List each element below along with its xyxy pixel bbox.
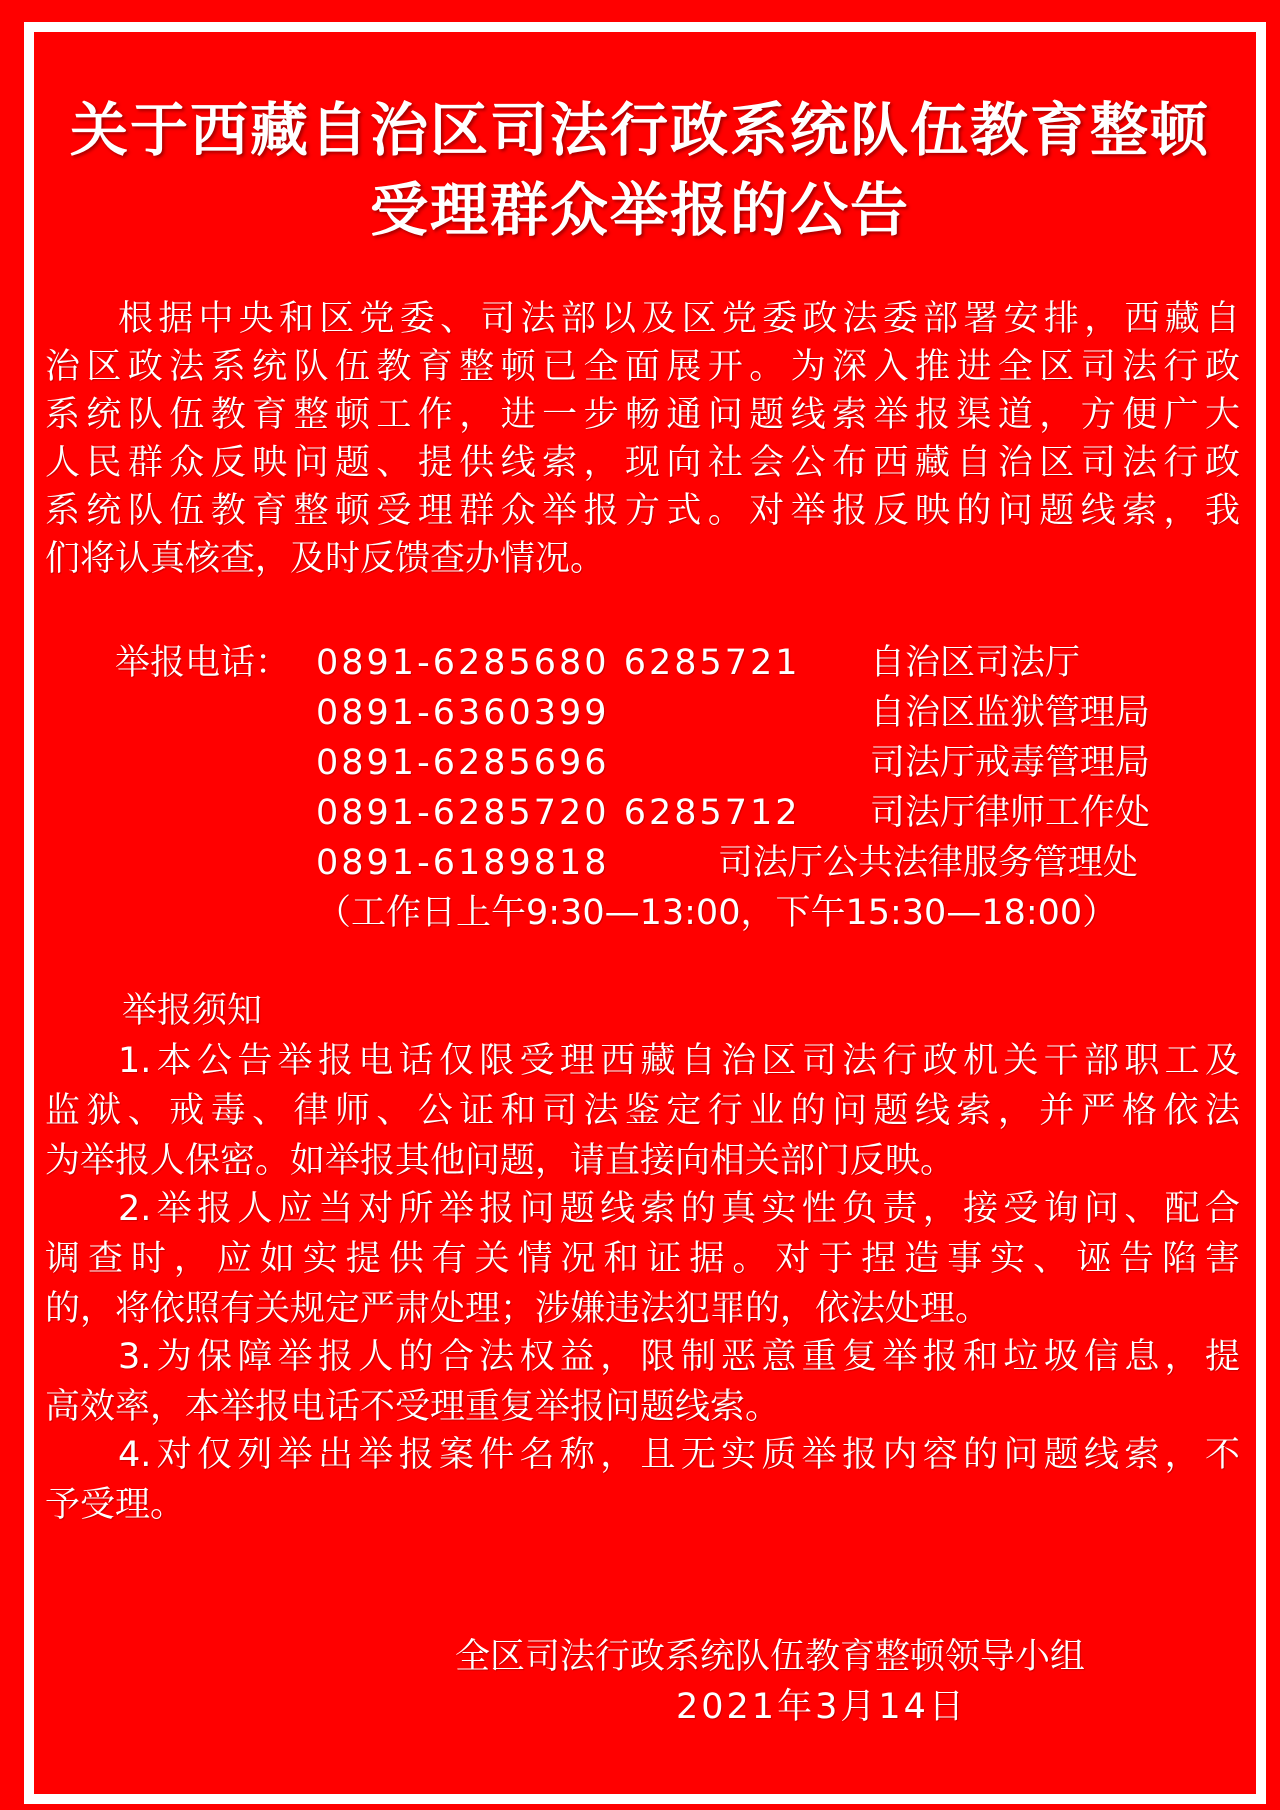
notice-title-line-1: 关于西藏自治区司法行政系统队伍教育整顿 [69,96,1210,164]
notice-line: 调查时，应如实提供有关情况和证据。对于捏造事实、诬告陷害 [45,1239,1240,1279]
hotline-number: 0891-6285696 [316,743,610,783]
notice-line: 3.为保障举报人的合法权益，限制恶意重复举报和垃圾信息，提 [118,1337,1240,1377]
intro-line: 系统队伍教育整顿工作，进一步畅通问题线索举报渠道，方便广大 [45,395,1240,435]
notice-line: 高效率，本举报电话不受理重复举报问题线索。 [45,1387,781,1427]
signature-org: 全区司法行政系统队伍教育整顿领导小组 [455,1637,1086,1677]
notice-line: 监狱、戒毒、律师、公证和司法鉴定行业的问题线索，并严格依法 [45,1091,1240,1131]
signature-date: 2021年3月14日 [676,1687,967,1727]
hotline-number: 0891-6189818 [316,843,610,883]
hotline-number: 0891-6285720 6285712 [316,793,801,833]
hotline-unit: 司法厅律师工作处 [870,793,1151,833]
notice-heading: 举报须知 [122,991,263,1031]
notice-line: 予受理。 [45,1485,186,1525]
hotline-label: 举报电话： [115,643,291,683]
intro-line: 治区政法系统队伍教育整顿已全面展开。为深入推进全区司法行政 [45,347,1240,387]
hotline-unit: 司法厅戒毒管理局 [870,743,1151,783]
notice-line: 的，将依照有关规定严肃处理；涉嫌违法犯罪的，依法处理。 [45,1289,991,1329]
hotline-unit: 司法厅公共法律服务管理处 [718,843,1139,883]
hotline-unit: 自治区司法厅 [870,643,1081,683]
notice-line: 1.本公告举报电话仅限受理西藏自治区司法行政机关干部职工及 [118,1041,1240,1081]
notice-title-line-2: 受理群众举报的公告 [369,176,910,244]
intro-line: 根据中央和区党委、司法部以及区党委政法委部署安排，西藏自 [118,299,1240,339]
hotline-unit: 自治区监狱管理局 [870,693,1151,733]
notice-line: 4.对仅列举出举报案件名称，且无实质举报内容的问题线索，不 [118,1435,1240,1475]
intro-line: 们将认真核查，及时反馈查办情况。 [45,539,606,579]
hotline-hours: （工作日上午9:30—13:00，下午15:30—18:00） [316,893,1118,933]
notice-line: 为举报人保密。如举报其他问题，请直接向相关部门反映。 [45,1141,956,1181]
hotline-number: 0891-6360399 [316,693,610,733]
intro-line: 人民群众反映问题、提供线索，现向社会公布西藏自治区司法行政 [45,443,1240,483]
hotline-number: 0891-6285680 6285721 [316,643,801,683]
intro-line: 系统队伍教育整顿受理群众举报方式。对举报反映的问题线索，我 [45,491,1240,531]
notice-line: 2.举报人应当对所举报问题线索的真实性负责，接受询问、配合 [118,1189,1240,1229]
